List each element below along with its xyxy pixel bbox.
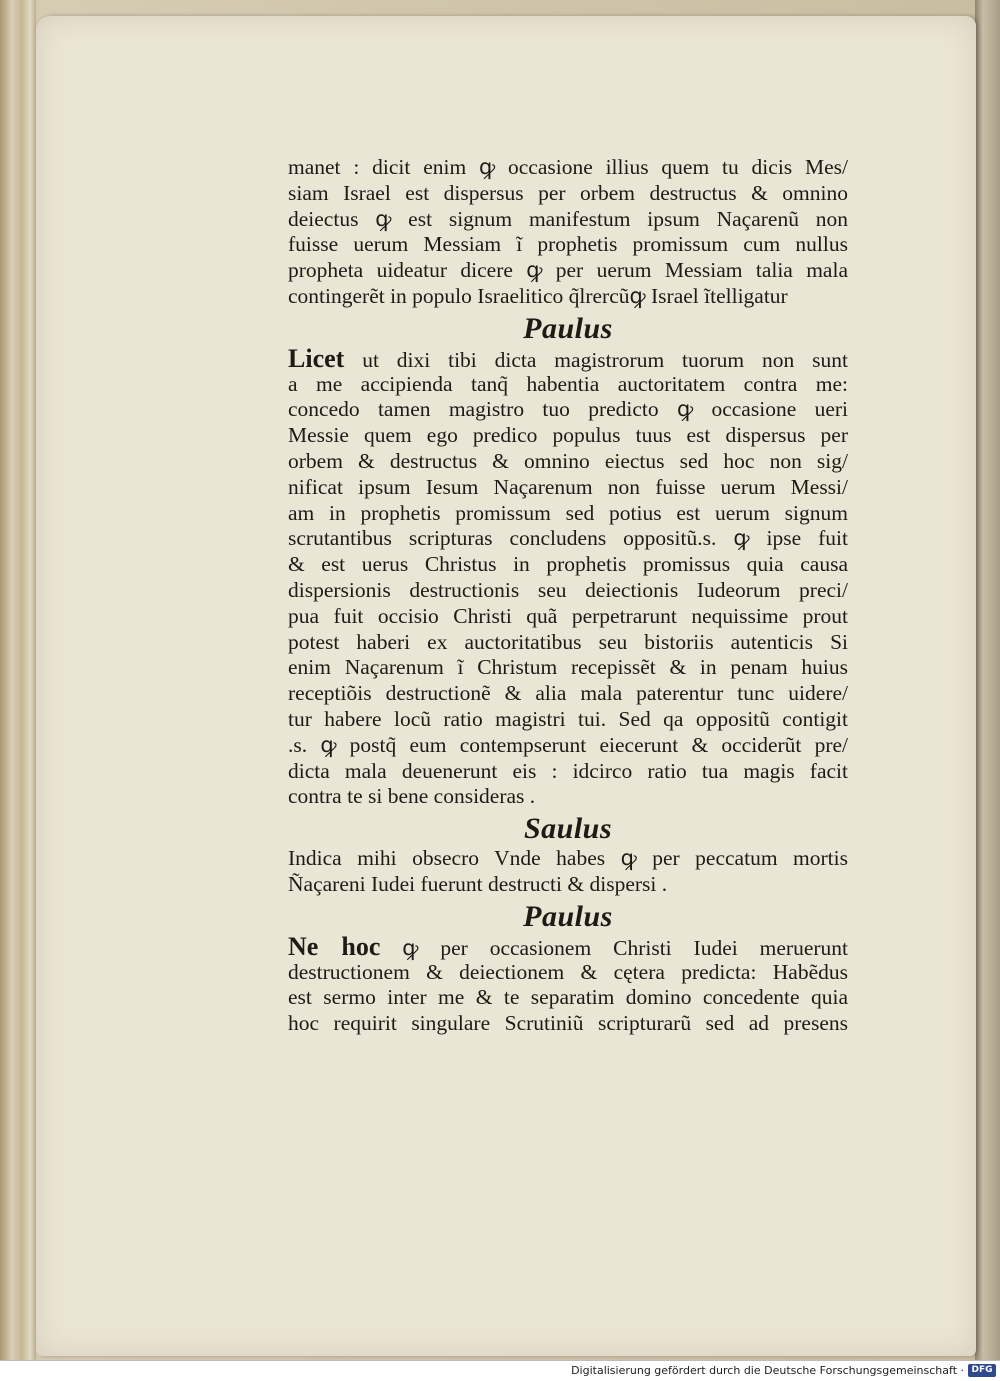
speaker-heading: Saulus [523, 812, 613, 846]
text-line: Indica mihi obsecro Vnde habes ꝙ per peccatum mortis [288, 846, 848, 871]
text-line: deiectus ꝙ est signum manifestum ipsum Naçarenũ non [288, 206, 848, 231]
text-line: receptiõis destructionẽ & alia mala paterentur tunc uidere/ [288, 681, 848, 706]
text-line: concedo tamen magistro tuo predicto ꝙ occasione ueri [288, 397, 848, 422]
initial-word: Ne hoc [288, 931, 381, 961]
page-edge [975, 0, 1000, 1360]
initial-word: Licet [288, 343, 345, 373]
text-line: tur habere locũ ratio magistri tui. Sed qa oppositũ contigit [288, 706, 848, 731]
text-line: scrutantibus scripturas concludens oppositũ.s. ꝙ ipse fuit [288, 526, 848, 551]
text-line: siam Israel est dispersus per orbem destructus & omnino [288, 180, 848, 205]
speaker-heading: Paulus [523, 311, 613, 345]
book-binding [0, 0, 36, 1360]
text-line: pua fuit occisio Christi quã perpetrarunt nequissime prout [288, 603, 848, 628]
text-line: contra te si bene consideras . [288, 784, 536, 809]
text-line: destructionem & deiectionem & cętera predicta: Habẽdus [288, 959, 848, 984]
footer-bar [0, 1360, 1000, 1381]
text-line: est sermo inter me & te separatim domino concedente quia [288, 985, 848, 1010]
text-line: fuisse uerum Messiam ĩ prophetis promissum cum nullus [288, 232, 848, 257]
text-line: Ñaçareni Iudei fuerunt destructi & dispersi . [288, 871, 668, 896]
text-line: .s. ꝙ postq̃ eum contempserunt eiecerunt & occiderũt pre/ [288, 732, 848, 757]
line-text: ꝙ per occasionem Christi Iudei meruerunt [402, 935, 848, 960]
text-line: dispersionis destructionis seu deiectionis Iudeorum preci/ [288, 577, 848, 602]
text-line: Messie quem ego predico populus tuus est dispersus per [288, 423, 848, 448]
footer-credit: Digitalisierung gefördert durch die Deutsche Forschungsgemeinschaft · [571, 1364, 964, 1377]
text-line: propheta uideatur dicere ꝙ per uerum Messiam talia mala [288, 258, 848, 283]
text-line: am in prophetis promissum sed potius est uerum signum [288, 500, 848, 525]
text-line: & est uerus Christus in prophetis promissus quia causa [288, 552, 848, 577]
dfg-logo-icon: DFG [968, 1364, 996, 1377]
text-column [288, 155, 848, 1037]
text-line: potest haberi ex auctoritatibus seu bistoriis autenticis Si [288, 629, 848, 654]
text-line: enim Naçarenum ĩ Christum recepissẽt & in penam huius [288, 655, 848, 680]
text-line: dicta mala deuenerunt eis : idcirco ratio tua magis facit [288, 758, 848, 783]
text-line: hoc requirit singulare Scrutiniũ scripturarũ sed ad presens [288, 1011, 848, 1036]
text-line [288, 343, 848, 373]
text-line: a me accipienda tanq̃ habentia auctoritatem contra me: [288, 371, 848, 396]
text-line: manet : dicit enim ꝙ occasione illius quem tu dicis Mes/ [288, 155, 848, 179]
text-line: contingerẽt in populo Israelitico q̃lrercũꝙ Israel ĩtelligatur [288, 283, 788, 308]
text-line [288, 931, 848, 961]
text-line: nificat ipsum Iesum Naçarenum non fuisse uerum Messi/ [288, 474, 848, 499]
text-line: orbem & destructus & omnino eiectus sed hoc non sig/ [288, 448, 848, 473]
speaker-heading: Paulus [523, 899, 613, 933]
line-text: ut dixi tibi dicta magistrorum tuorum non sunt [362, 347, 848, 372]
